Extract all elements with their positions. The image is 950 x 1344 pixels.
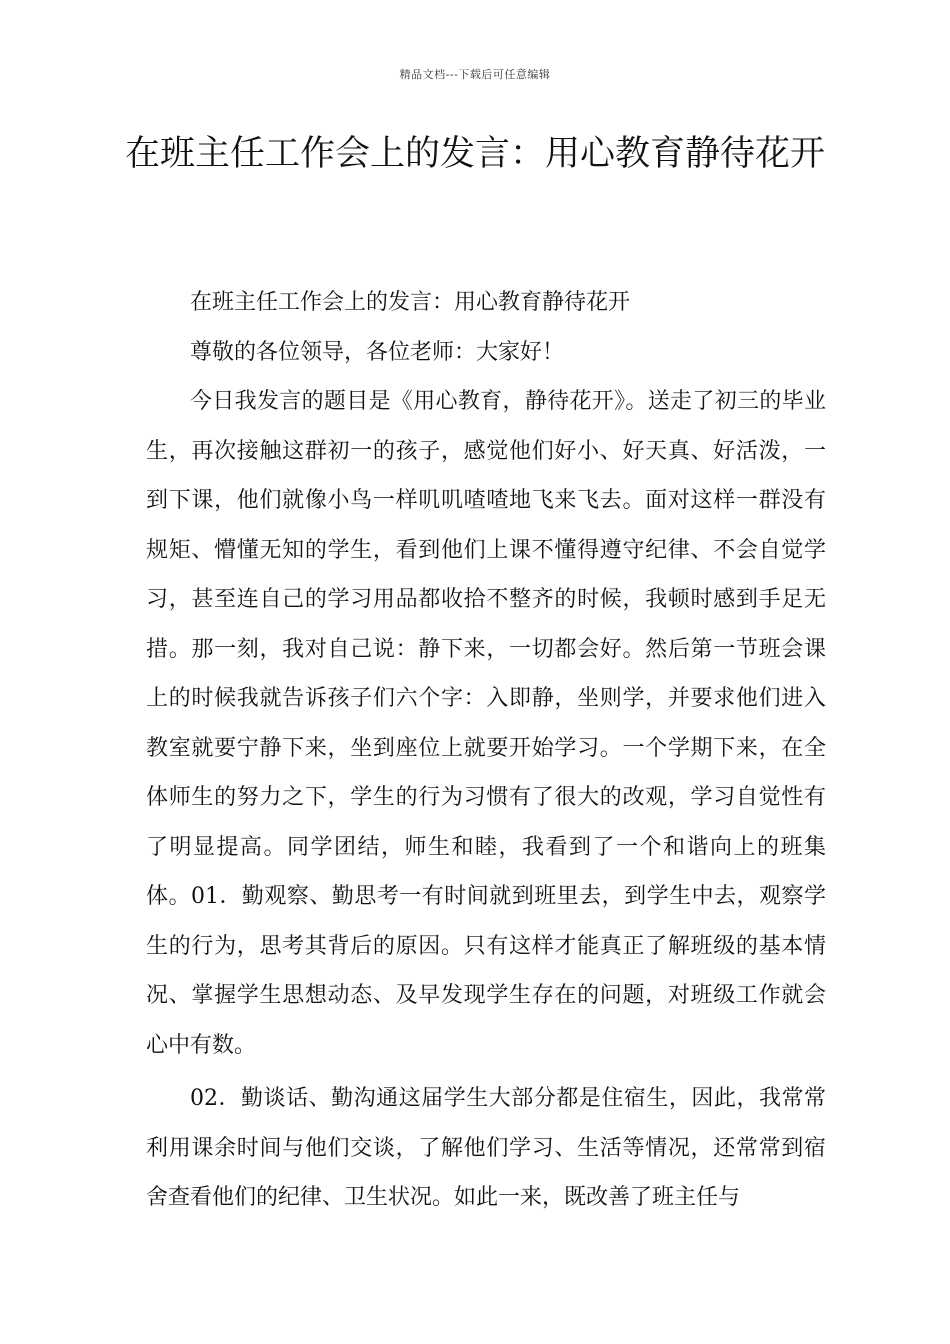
document-title: 在班主任工作会上的发言：用心教育静待花开 [124, 134, 825, 174]
paragraph-heading-repeat: 在班主任工作会上的发言：用心教育静待花开 [190, 290, 631, 315]
document-body [146, 278, 826, 1223]
paragraph-greeting: 尊敬的各位领导，各位老师：大家好！ [190, 339, 565, 365]
header-note: 精品文档---下载后可任意编辑 [399, 68, 551, 81]
paragraph-main: 今日我发言的题目是《用心教育，静待花开》。送走了初三的毕业生，再次接触这群初一的孩子，感觉他们好小、好天真、好活泼，一到下课，他们就像小鸟一样叽叽喳喳地飞来飞去。面对这样一群没有规矩、懵懂无知的学生，看到他们上课不懂得遵守纪律、不会自觉学习，甚至连自己的学习用品都收拾不整齐的时候，我顿时感到手足无措。那一刻，我对自己说：静下来，一切都会好。然后第一节班会课上的时候我就告诉孩子们六个字：入即静，坐则学，并要求他们进入教室就要宁静下来，坐到座位上就要开始学习。一个学期下来，在全体师生的努力之下，学生的行为习惯有了很大的改观，学习自觉性有了明显提高。同学团结，师生和睦，我看到了一个和谐向上的班集体。01．勤观察、勤思考一有时间就到班里去，到学生中去，观察学生的行为，思考其背后的原因。只有这样才能真正了解班级的基本情况、掌握学生思想动态、及早发现学生存在的问题，对班级工作就会心中有数。 [146, 389, 826, 1058]
paragraph-section-02: 02．勤谈话、勤沟通这届学生大部分都是住宿生，因此，我常常利用课余时间与他们交谈，了解他们学习、生活等情况，还常常到宿舍查看他们的纪律、卫生状况。如此一来，既改善了班主任与 [146, 1086, 826, 1210]
